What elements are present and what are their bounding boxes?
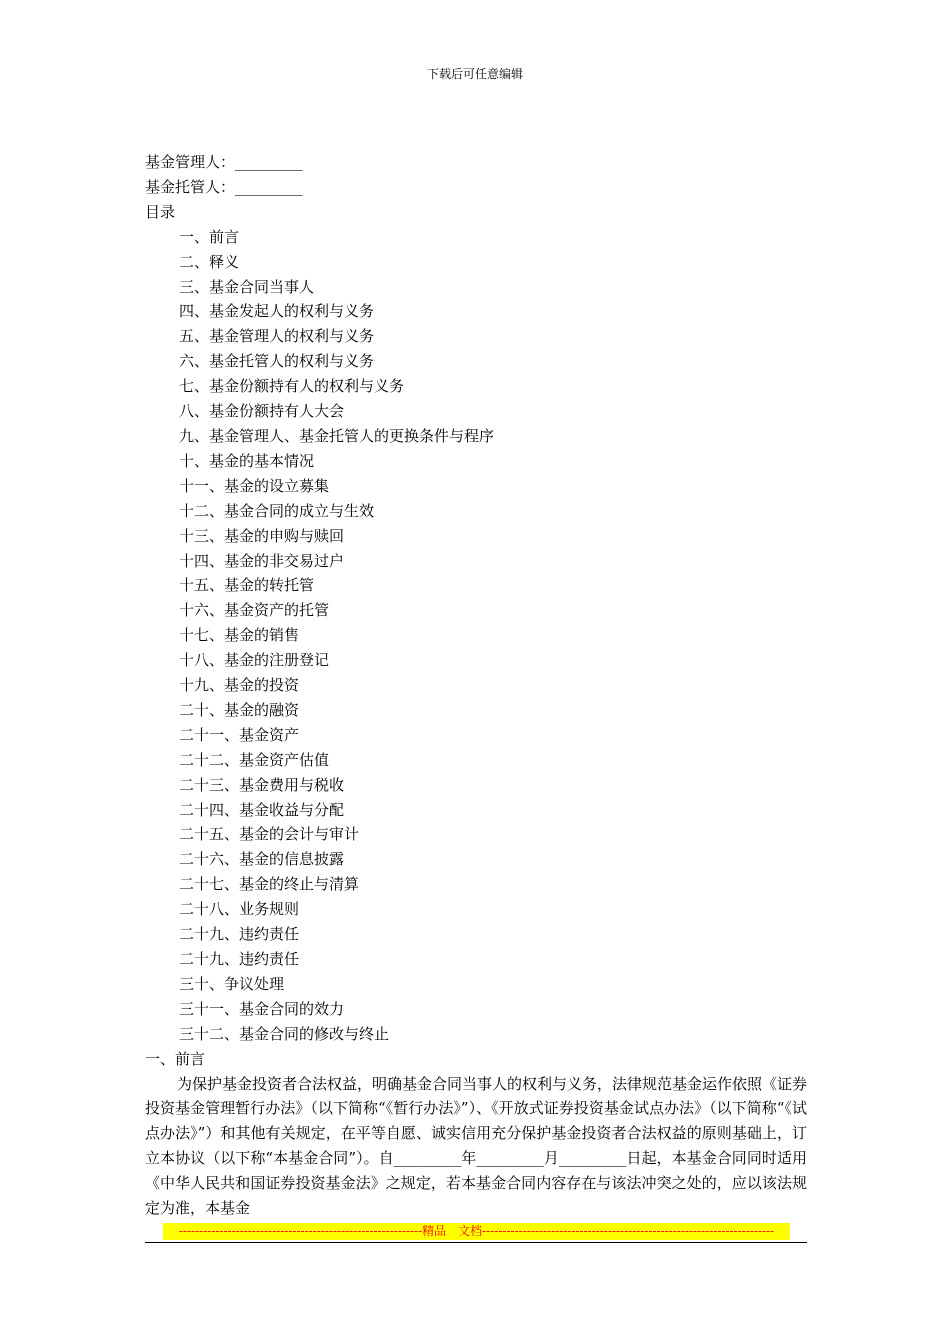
- toc-item: 十、基金的基本情况: [179, 451, 315, 470]
- toc-item: 二、释义: [179, 252, 240, 271]
- toc-item: 八、基金份额持有人大会: [179, 402, 345, 421]
- toc-item: 十七、基金的销售: [179, 626, 300, 645]
- toc-item: 十六、基金资产的托管: [179, 601, 330, 620]
- footer-divider: [145, 1242, 807, 1243]
- toc-item: 二十二、基金资产估值: [179, 750, 330, 769]
- section-title: 一、前言: [145, 1049, 206, 1068]
- fund-custodian-line: 基金托管人：_________: [145, 177, 303, 196]
- toc-item: 十一、基金的设立募集: [179, 476, 330, 495]
- toc-item: 三十二、基金合同的修改与终止: [179, 1024, 390, 1043]
- toc-item: 十五、基金的转托管: [179, 576, 315, 595]
- toc-item: 一、前言: [179, 227, 240, 246]
- toc-item: 九、基金管理人、基金托管人的更换条件与程序: [179, 426, 495, 445]
- toc-item: 六、基金托管人的权利与义务: [179, 352, 375, 371]
- toc-item: 十八、基金的注册登记: [179, 651, 330, 670]
- toc-item: 二十一、基金资产: [179, 725, 300, 744]
- footer-banner: ------------------------------------------------------------精品 文档------------------------------------------------------------------------: [163, 1223, 790, 1240]
- toc-item: 十三、基金的申购与赎回: [179, 526, 345, 545]
- header-note: 下载后可任意编辑: [426, 67, 523, 81]
- toc-title: 目录: [145, 202, 176, 221]
- toc-item: 五、基金管理人的权利与义务: [179, 327, 375, 346]
- preface-paragraph: 为保护基金投资者合法权益，明确基金合同当事人的权利与义务，法律规范基金运作依照《证券投资基金管理暂行办法》（以下简称“《暂行办法》”）、《开放式证券投资基金试点办法》（以下简称“《试点办法》”）和其他有关规定，在平等自愿、诚实信用充分保护基金投资者合法权益的原则基础上，订立本协议（以下称“本基金合同”）。自_________年_________月_________日起，本基金合同同时适用《中华人民共和国证券投资基金法》之规定，若本基金合同内容存在与该法冲突之处的，应以该法规定为准，本基金: [145, 1074, 808, 1218]
- toc-item: 三十、争议处理: [179, 974, 285, 993]
- toc-item: 四、基金发起人的权利与义务: [179, 302, 375, 321]
- toc-item: 十四、基金的非交易过户: [179, 551, 345, 570]
- table-of-contents: [145, 225, 807, 1047]
- toc-item: 二十三、基金费用与税收: [179, 775, 345, 794]
- toc-item: 二十九、违约责任: [179, 925, 300, 944]
- toc-item: 七、基金份额持有人的权利与义务: [179, 377, 405, 396]
- toc-item: 二十、基金的融资: [179, 700, 300, 719]
- document-body: [145, 150, 807, 1221]
- toc-item: 十二、基金合同的成立与生效: [179, 501, 375, 520]
- toc-item: 三、基金合同当事人: [179, 277, 315, 296]
- toc-item: 二十八、业务规则: [179, 900, 300, 919]
- toc-item: 二十四、基金收益与分配: [179, 800, 345, 819]
- toc-item: 二十六、基金的信息披露: [179, 850, 345, 869]
- toc-item: 二十七、基金的终止与清算: [179, 875, 360, 894]
- toc-item: 三十一、基金合同的效力: [179, 999, 345, 1018]
- fund-manager-line: 基金管理人：_________: [145, 153, 303, 171]
- toc-item: 二十九、违约责任: [179, 950, 300, 968]
- toc-item: 二十五、基金的会计与审计: [179, 825, 360, 844]
- toc-item: 十九、基金的投资: [179, 676, 300, 695]
